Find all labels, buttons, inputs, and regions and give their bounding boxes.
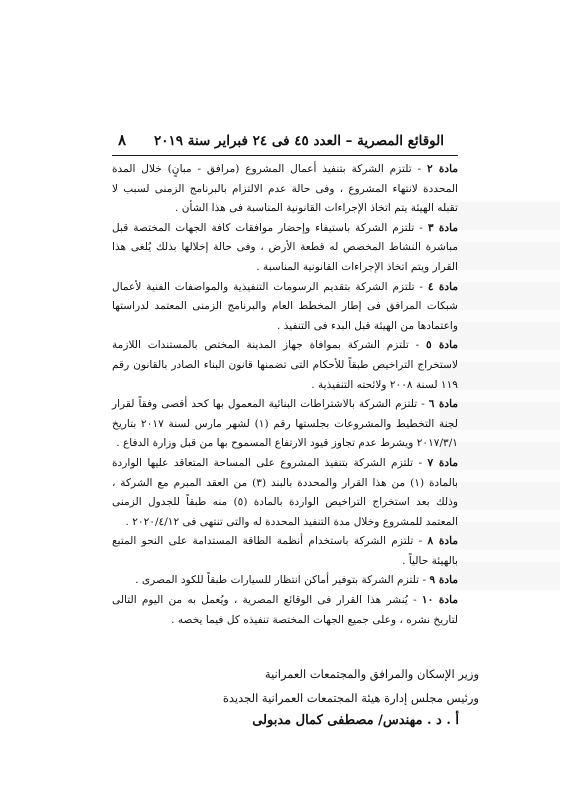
signature-title-line2: ورئيس مجلس إدارة هيئة المجتمعات العمرانية الجديدة bbox=[222, 691, 479, 705]
article-8 bbox=[112, 532, 458, 571]
article-text: - تلتزم الشركة بتوفير أماكن انتظار للسيارات طبقاً للكود المصرى . bbox=[135, 574, 430, 587]
article-text: - تلتزم الشركة بتقديم الرسومات التنفيذية والمواصفات الفنية لأعمال شبكات المرافق فى إطار المخطط العام والبرنامج الزمنى المعتمد لدراستها واعتمادها من الهيئة قبل البدء فى التنفيذ . bbox=[112, 280, 458, 332]
article-text: - تلتزم الشركة بموافاة جهاز المدينة المختص بالمستندات اللازمة لاستخراج التراخيص طبقاً للأحكام التى تضمنها قانون البناء الصادر بالقانون رقم ١١٩ لسنة ٢٠٠٨ ولائحته التنفيذية . bbox=[112, 339, 458, 391]
article-label: مادة ٧ bbox=[427, 456, 459, 469]
signature-name: أ . د . مهندس/ مصطفى كمال مدبولى bbox=[252, 713, 459, 728]
article-label: مادة ٦ bbox=[428, 398, 459, 411]
articles-body bbox=[112, 160, 458, 630]
header-title: الوقائع المصرية – العدد ٤٥ فى ٢٤ فبراير سنة ٢٠١٩ bbox=[153, 133, 444, 149]
article-10 bbox=[112, 591, 458, 630]
article-label: مادة ٨ bbox=[427, 535, 458, 548]
article-text: - تلتزم الشركة باستيفاء وإحضار موافقات كافة الجهات المختصة قبل مباشرة النشاط المخصص له قطعة الأرض ، وفى حالة إخلالها بذلك يُلغى هذا القرار ويتم اتخاذ الإجراءات القانونية المناسبة . bbox=[112, 221, 458, 273]
article-text: - تلتزم الشركة باستخدام أنظمة الطاقة المستدامة على النحو المتبع بالهيئة حالياً . bbox=[112, 535, 458, 567]
article-label: مادة ١٠ bbox=[421, 594, 459, 607]
article-label: مادة ٤ bbox=[427, 280, 458, 293]
article-6 bbox=[112, 395, 458, 454]
article-2 bbox=[112, 160, 458, 219]
article-7 bbox=[112, 454, 458, 532]
article-4 bbox=[112, 278, 458, 337]
signature-title-line1: وزير الإسكان والمرافق والمجتمعات العمرانية bbox=[264, 667, 479, 681]
article-label: مادة ٥ bbox=[426, 339, 459, 352]
article-text: - يُنشر هذا القرار فى الوقائع المصرية ، ويُعمل به من اليوم التالى لتاريخ نشره ، وعلى جميع الجهات المختصة تنفيذه كل فيما يخصه . bbox=[112, 594, 458, 626]
article-label: مادة ٣ bbox=[427, 221, 458, 234]
page-header bbox=[112, 131, 458, 153]
header-rule bbox=[112, 155, 458, 156]
article-9 bbox=[112, 571, 458, 591]
page-number: ٨ bbox=[118, 131, 127, 149]
article-label: مادة ٢ bbox=[426, 163, 459, 175]
article-label: مادة ٩ bbox=[429, 574, 458, 587]
article-text: - تلتزم الشركة بالاشتراطات البنائية المعمول بها كحد أقصى وفقاً لقرار لجنة التخطيط والمشروعات بجلستها رقم (١) لشهر مارس لسنة ٢٠١٧ بتاريخ ٢٠١٧/٣/١ ويشرط عدم تجاوز قيود الارتفاع المسموح بها من قبل وزارة الدفاع . bbox=[112, 398, 458, 450]
article-text: - تلتزم الشركة بتنفيذ أعمال المشروع (مرافق - مبانٍ) خلال المدة المحددة لانتهاء المشروع ، وفى حالة عدم الالتزام بالبرنامج الزمنى لسبب لا تقبله الهيئة يتم اتخاذ الإجراءات القانونية المناسبة فى هذا الشأن . bbox=[112, 163, 458, 215]
article-5 bbox=[112, 336, 458, 395]
article-text: - تلتزم الشركة بتنفيذ المشروع على المساحة المتعاقد عليها الواردة بالمادة (١) من هذا القرار والمحددة بالبند (٣) من العقد المبرم مع الشركة ، وذلك بعد استخراج التراخيص الواردة بالمادة (٥) منه طبقاً للجدول الزمنى المعتمد للمشروع وخلال مدة التنفيذ المحددة له والتى تنتهى فى ٢٠٢٠/٤/١٢ . bbox=[112, 456, 458, 528]
article-3 bbox=[112, 219, 458, 278]
